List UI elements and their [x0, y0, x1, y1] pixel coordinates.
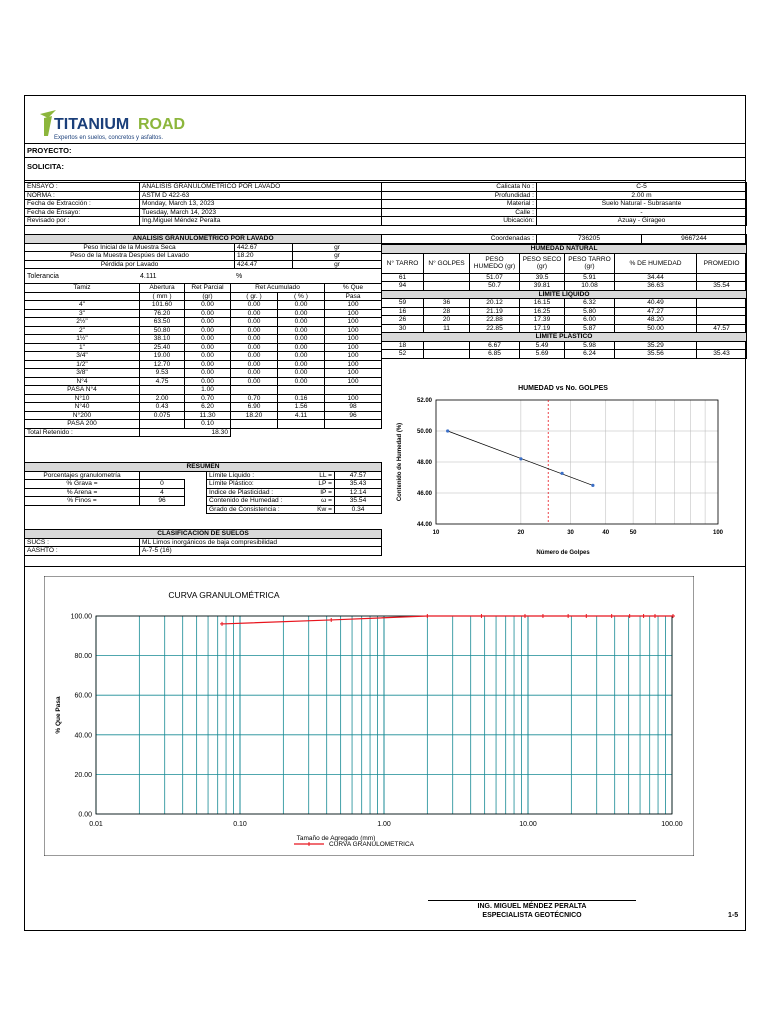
- signature-name: ING. MIGUEL MÉNDEZ PERALTA: [477, 903, 587, 910]
- data-point: [541, 614, 545, 618]
- table-row: 2½" 63.50 0.00 0.00 0.00 100: [25, 318, 382, 327]
- y-tick-label: 60.00: [74, 692, 92, 700]
- tolerancia-label: Tolerancia: [27, 273, 59, 280]
- x-tick-label: 10.00: [519, 821, 537, 828]
- tolerancia-unit: %: [236, 273, 243, 280]
- data-point: [610, 614, 614, 618]
- legend-marker: [307, 842, 311, 846]
- y-tick-label: 0.00: [78, 811, 92, 819]
- company-logo: [34, 108, 194, 144]
- table-row: 26 20 22.88 17.39 6.00 48.20: [382, 316, 747, 325]
- x-tick-label: 10: [432, 530, 440, 536]
- y-tick-label: 46.00: [416, 491, 432, 497]
- chart-title: HUMEDAD vs No. GOLPES: [518, 385, 608, 392]
- x-tick-label: 20: [517, 530, 525, 536]
- sieve-table: Tamiz Abertura Ret Parcial Ret Acumulado % Que ( mm ) (gr) ( gr. ) ( % ) Pasa 4" 101.60 0.00 0.00 0.00 100 3" 76.20 0.00 0.00 0.00 100 2½" 63.50 0.00 0.00 0.00 100 2" 50.80 0.00 0.00 0.00 100 1½" 38.10 0.00 0.00 0.00 100 1" 25.40 0.00 0.00 0.00 100 3/4" 19.00 0.00 0.00 0.00 100 1/2" 12.70 0.00 0.00 0.00 100 3/8" 9.53 0.00 0.00 0.00 100 N°4 4.75 0.00 0.00 0.00 100 PASA N°4 1.00 N°10 2.00 0.70 0.70 0.16 100 N°40 0.43 6.20 6.90 1.56 98 N°200 0.075 11.30 18.20 4.11 96 PASA 200 0.10 Total Retenido : 18.30: [24, 283, 382, 437]
- table-row: 3" 76.20 0.00 0.00 0.00 100: [25, 309, 382, 318]
- x-tick-label: 50: [629, 530, 637, 536]
- table-row: 4" 101.60 0.00 0.00 0.00 100: [25, 301, 382, 310]
- y-tick-label: 52.00: [416, 398, 432, 404]
- y-tick-label: 48.00: [416, 460, 432, 466]
- info-right-table: Calicata No : C-5 Profundidad : 2.00 m Material : Suelo Natural - Subrasante Calle : - Ubicación: Azuay - Girageo: [381, 182, 747, 226]
- table-row: 1½" 38.10 0.00 0.00 0.00 100: [25, 335, 382, 344]
- solicita-label: SOLICITA:: [27, 162, 64, 171]
- data-point: [519, 457, 522, 460]
- x-tick-label: 0.01: [89, 821, 103, 828]
- x-axis-label: Número de Golpes: [536, 550, 590, 556]
- table-row: 3/8" 9.53 0.00 0.00 0.00 100: [25, 369, 382, 378]
- data-point: [425, 614, 429, 618]
- chart-title: CURVA GRANULOMÉTRICA: [168, 590, 280, 600]
- data-point: [479, 614, 483, 618]
- data-point: [329, 618, 333, 622]
- table-row: PASA 200 0.10: [25, 420, 382, 429]
- info-table: ENSAYO : ANALISIS GRANULOMETRICO POR LAVADO NORMA : ASTM D 422-63 Fecha de Extracción : Monday, March 13, 2023 Fecha de Ensayo: Tuesday, March 14, 2023 Revisado por : Ing.Miguel Méndez Peralta: [24, 182, 382, 226]
- y-tick-label: 50.00: [416, 429, 432, 435]
- x-tick-label: 30: [567, 530, 574, 536]
- logo-brand: TITANIUM: [54, 116, 130, 133]
- y-axis-label: Contenido de Humedad (%): [397, 422, 403, 502]
- table-row: 61 51.07 39.5 5.91 34.44: [382, 273, 747, 282]
- data-point: [560, 472, 563, 475]
- logo-tagline: Expertos en suelos, concretos y asfaltos.: [54, 135, 164, 141]
- x-tick-label: 0.10: [233, 821, 247, 828]
- y-tick-label: 40.00: [74, 732, 92, 740]
- table-row: N°10 2.00 0.70 0.70 0.16 100: [25, 394, 382, 403]
- tolerancia-value: 4.111: [140, 273, 157, 280]
- table-row: N°4 4.75 0.00 0.00 0.00 100: [25, 377, 382, 386]
- x-tick-label: 100: [712, 530, 724, 536]
- table-row: 59 36 20.12 16.15 6.32 40.49: [382, 299, 747, 308]
- table-row: PASA N°4 1.00: [25, 386, 382, 395]
- table-row: 1/2" 12.70 0.00 0.00 0.00 100: [25, 360, 382, 369]
- proyecto-label: PROYECTO:: [27, 146, 72, 155]
- data-point: [566, 614, 570, 618]
- resumen-table: RESUMEN Porcentajes granulometría Límite Líquido : LL = 47.57 % Grava = 0 Límite Plástico: LP = 35.43 % Arena = 4 Indice de Plasticidad : IP = 12.14 % Finos = 96 Contenido de Humedad : ω = 35.54 Grado de Consistencia : Kw = 0.34: [24, 462, 382, 514]
- data-point: [523, 614, 527, 618]
- table-row: N°200 0.075 11.30 18.20 4.11 96: [25, 411, 382, 420]
- y-tick-label: 20.00: [74, 771, 92, 779]
- table-row: 1" 25.40 0.00 0.00 0.00 100: [25, 343, 382, 352]
- y-axis-label: % Que Pasa: [55, 696, 62, 734]
- x-tick-label: 40: [602, 530, 610, 536]
- lavado-table: ANALISIS GRANULOMETRICO POR LAVADO Peso Inicial de la Muestra Seca 442.67 gr Peso de la Muestra Despúes del Lavado 18.20 gr Pérdida por Lavado 424.47 gr: [24, 234, 382, 269]
- table-row: 2" 50.80 0.00 0.00 0.00 100: [25, 326, 382, 335]
- x-tick-label: 1.00: [377, 821, 391, 828]
- table-row: 52 6.85 5.69 6.24 35.56 35.43: [382, 350, 747, 359]
- table-row: 16 28 21.19 16.25 5.80 47.27: [382, 307, 747, 316]
- x-axis-label: Tamaño de Agregado (mm): [296, 835, 376, 842]
- table-row: 3/4" 19.00 0.00 0.00 0.00 100: [25, 352, 382, 361]
- logo-icon: [34, 108, 194, 144]
- series-line: [222, 616, 673, 624]
- data-point: [628, 614, 632, 618]
- signature-title: ESPECIALISTA GEOTÉCNICO: [482, 912, 582, 919]
- logo-brand-2: ROAD: [138, 116, 186, 133]
- data-point: [591, 484, 594, 487]
- data-point: [584, 614, 588, 618]
- data-point: [642, 614, 646, 618]
- coordenadas-table: Coordenadas : 736205 9667244: [381, 234, 747, 244]
- data-point: [653, 614, 657, 618]
- data-point: [220, 622, 224, 626]
- granulometric-chart: [44, 576, 694, 856]
- data-point: [446, 429, 449, 432]
- table-row: 30 11 22.85 17.19 5.87 50.00 47.57: [382, 324, 747, 333]
- page-number: 1-5: [728, 912, 739, 919]
- table-row: 94 50.7 39.81 10.08 36.63 35.54: [382, 282, 747, 291]
- y-tick-label: 100.00: [70, 613, 92, 621]
- humedad-chart: [381, 378, 746, 560]
- y-tick-label: 44.00: [416, 522, 432, 528]
- table-row: 18 6.67 5.49 5.98 35.29: [382, 341, 747, 350]
- y-tick-label: 80.00: [74, 653, 92, 661]
- x-tick-label: 100.00: [661, 821, 683, 828]
- legend-label: CURVA GRANULOMETRICA: [329, 841, 414, 848]
- humedad-table: HUMEDAD NATURAL N° TARRO N° GOLPES PESO HUMEDO (gr) PESO SECO (gr) PESO TARRO (gr) % DE HUMEDAD PROMEDIO 61 51.07 39.5 5.91 34.44 94 50.7 39.81 10.08 36.63 35.54 LÍMITE LÍQUIDO 59 36 20.12 16.15 6.32 40.49 16 28 21.19 16.25 5.80 47.27 26 20 22.88 17.39 6.00 48.20 30 11 22.85 17.19 5.87 50.00 47.57 LÍMITE PLÁSTICO 18 6.67 5.49 5.98 35.29 52 6.85 5.69 6.24 35.56 35.43: [381, 244, 747, 359]
- clasificacion-table: CLASIFICACIÓN DE SUELOS SUCS : ML Limos inorgánicos de baja compresibilidad AASHTO : A-7-5 (16): [24, 529, 382, 556]
- table-row: N°40 0.43 6.20 6.90 1.56 98: [25, 403, 382, 412]
